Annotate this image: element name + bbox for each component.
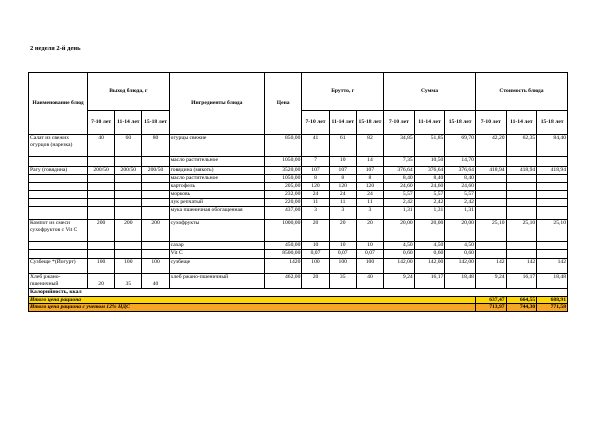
yield-cell: 200/50	[87, 167, 114, 175]
yield-cell	[115, 250, 142, 259]
table-row	[29, 207, 568, 220]
gross-cell: 20	[302, 274, 329, 289]
sum-cell: 2,42	[414, 199, 445, 207]
sum-cell: 376,64	[445, 167, 476, 175]
price-cell: 232,00	[264, 191, 301, 199]
price-cell: 437,00	[264, 207, 301, 220]
gross-cell: 8	[356, 175, 383, 183]
age-header: 11-14 лет	[414, 111, 445, 135]
cost-cell: 418,94	[475, 167, 506, 175]
page-title: 2 неделя 2-й день	[30, 45, 81, 52]
dish-name-cell	[29, 250, 88, 259]
yield-cell	[87, 207, 114, 220]
price-cell: 3520,00	[264, 167, 301, 175]
gross-cell: 107	[302, 167, 329, 175]
sum-cell: 0,60	[445, 250, 476, 259]
dish-name-cell	[29, 207, 88, 220]
sum-cell: 7,35	[384, 157, 415, 167]
yield-cell	[142, 157, 169, 167]
yield-cell: 20	[87, 274, 114, 289]
yield-cell	[115, 157, 142, 167]
dish-name-cell	[29, 175, 88, 183]
sum-cell: 142,00	[414, 259, 445, 274]
yield-cell	[142, 199, 169, 207]
gross-cell: 14	[356, 157, 383, 167]
sum-cell: 5,57	[384, 191, 415, 199]
yield-cell: 100	[142, 259, 169, 274]
sum-cell: 14,70	[445, 157, 476, 167]
sum-cell: 69,70	[445, 135, 476, 157]
table-row	[29, 220, 568, 242]
total-cell: 688,91	[537, 296, 568, 304]
sum-cell: 2,42	[445, 199, 476, 207]
dish-name-cell: Компот из смеси сухофруктов с Vit C	[29, 220, 88, 242]
yield-cell	[115, 199, 142, 207]
gross-cell: 10	[329, 242, 356, 250]
total-vat-cell: 771,58	[537, 304, 568, 312]
cost-cell	[475, 175, 506, 183]
cost-cell	[475, 242, 506, 250]
gross-cell: 8	[302, 175, 329, 183]
yield-cell: 200	[87, 220, 114, 242]
age-header: 15-18 лет	[356, 111, 383, 135]
price-cell: 1050,00	[264, 157, 301, 167]
yield-cell: 200/50	[115, 167, 142, 175]
sum-cell: 24,60	[445, 183, 476, 191]
sum-cell: 1,31	[384, 207, 415, 220]
age-header: 15-18 лет	[142, 111, 169, 135]
sum-cell: 4,50	[414, 242, 445, 250]
price-cell: 8500,00	[264, 250, 301, 259]
sum-cell: 34,85	[384, 135, 415, 157]
ingredient-cell: огурцы свежие	[169, 135, 264, 157]
sum-cell: 142,00	[384, 259, 415, 274]
ingredient-cell: хлеб ржано-пшеничный	[169, 274, 264, 289]
yield-cell	[142, 242, 169, 250]
table-row	[29, 242, 568, 250]
sum-cell: 0,60	[384, 250, 415, 259]
gross-cell: 10	[329, 157, 356, 167]
gross-cell: 24	[356, 191, 383, 199]
yield-cell	[142, 175, 169, 183]
gross-cell: 82	[356, 135, 383, 157]
cost-cell	[506, 250, 537, 259]
age-header: 11-14 лет	[329, 111, 356, 135]
gross-cell: 100	[302, 259, 329, 274]
gross-cell: 24	[302, 191, 329, 199]
total-vat-cell: 744,30	[506, 304, 537, 312]
sum-cell: 16,17	[414, 274, 445, 289]
gross-cell: 7	[302, 157, 329, 167]
gross-cell: 120	[356, 183, 383, 191]
cost-cell	[475, 250, 506, 259]
cost-cell	[537, 199, 568, 207]
cost-cell	[475, 183, 506, 191]
ingredient-cell: сухофрукты	[169, 220, 264, 242]
table-row	[29, 167, 568, 175]
yield-cell	[87, 183, 114, 191]
sum-cell: 24,60	[414, 183, 445, 191]
header-cost: Стоимость блюда	[475, 73, 567, 111]
sum-cell: 8,40	[445, 175, 476, 183]
gross-cell: 61	[329, 135, 356, 157]
sum-cell: 1,31	[414, 207, 445, 220]
cost-cell: 142	[537, 259, 568, 274]
yield-cell: 100	[115, 259, 142, 274]
yield-cell	[115, 191, 142, 199]
gross-cell: 120	[329, 183, 356, 191]
sum-cell: 20,00	[445, 220, 476, 242]
table-row	[29, 199, 568, 207]
yield-cell: 80	[142, 135, 169, 157]
age-header: 11-14 лет	[115, 111, 142, 135]
cost-cell	[475, 191, 506, 199]
gross-cell: 107	[329, 167, 356, 175]
sum-cell: 24,60	[384, 183, 415, 191]
sum-cell: 10,50	[414, 157, 445, 167]
dish-name-cell: Хлеб ржано-пшеничный	[29, 274, 88, 289]
age-header: 7-10 лет	[475, 111, 506, 135]
cost-cell: 62,35	[506, 135, 537, 157]
header-sum: Сумма	[384, 73, 476, 111]
cost-cell: 142	[475, 259, 506, 274]
sum-cell: 20,00	[414, 220, 445, 242]
sum-cell: 18,48	[445, 274, 476, 289]
dish-name-cell	[29, 183, 88, 191]
sum-cell: 8,40	[384, 175, 415, 183]
ingredient-cell: сахар	[169, 242, 264, 250]
yield-cell	[142, 207, 169, 220]
dish-name-cell	[29, 191, 88, 199]
price-cell: 220,00	[264, 199, 301, 207]
gross-cell: 11	[329, 199, 356, 207]
sum-cell: 2,42	[384, 199, 415, 207]
yield-cell: 200	[142, 220, 169, 242]
gross-cell: 35	[329, 274, 356, 289]
yield-cell: 100	[87, 259, 114, 274]
ingredient-cell: мука пшеничная обогащенная	[169, 207, 264, 220]
total-row	[29, 296, 568, 304]
gross-cell: 0,07	[302, 250, 329, 259]
table-row	[29, 250, 568, 259]
age-header: 7-10 лет	[302, 111, 329, 135]
age-header: 11-14 лет	[506, 111, 537, 135]
table-row	[29, 175, 568, 183]
cost-cell: 25,10	[506, 220, 537, 242]
ingredient-cell: картофель	[169, 183, 264, 191]
table-row	[29, 135, 568, 157]
cost-cell	[537, 242, 568, 250]
sum-cell: 9,24	[384, 274, 415, 289]
gross-cell: 3	[356, 207, 383, 220]
cost-cell	[506, 157, 537, 167]
age-header: 7-10 лет	[384, 111, 415, 135]
total-vat-label: Итого цена рациона с учетом 12% НДС	[29, 304, 476, 312]
cost-cell	[506, 183, 537, 191]
sum-cell: 20,00	[384, 220, 415, 242]
gross-cell: 10	[302, 242, 329, 250]
gross-cell: 100	[329, 259, 356, 274]
gross-cell: 11	[302, 199, 329, 207]
cost-cell: 418,94	[506, 167, 537, 175]
yield-cell	[142, 191, 169, 199]
cost-cell	[506, 175, 537, 183]
cost-cell	[537, 175, 568, 183]
table-row	[29, 191, 568, 199]
gross-cell: 100	[356, 259, 383, 274]
header-name: Наименование блюд	[29, 73, 88, 135]
calories-label: Калорийность, ккал	[29, 289, 568, 297]
yield-cell	[87, 157, 114, 167]
dish-name-cell	[29, 157, 88, 167]
price-cell: 1000,00	[264, 220, 301, 242]
ingredient-cell: лук репчатый	[169, 199, 264, 207]
sum-cell: 4,50	[384, 242, 415, 250]
yield-cell: 60	[115, 135, 142, 157]
cost-cell: 418,94	[537, 167, 568, 175]
menu-cost-table	[28, 72, 568, 312]
header-price: Цена	[264, 73, 301, 135]
yield-cell	[115, 242, 142, 250]
sum-cell: 4,50	[445, 242, 476, 250]
gross-cell: 10	[356, 242, 383, 250]
sum-cell: 142,00	[445, 259, 476, 274]
yield-cell	[115, 183, 142, 191]
cost-cell	[475, 207, 506, 220]
yield-cell	[115, 175, 142, 183]
age-header: 7-10 лет	[87, 111, 114, 135]
cost-cell	[537, 157, 568, 167]
price-cell: 205,00	[264, 183, 301, 191]
gross-cell: 3	[329, 207, 356, 220]
gross-cell: 20	[356, 220, 383, 242]
price-cell: 1420	[264, 259, 301, 274]
yield-cell: 40	[142, 274, 169, 289]
dish-name-cell	[29, 242, 88, 250]
sum-cell: 51,85	[414, 135, 445, 157]
sum-cell: 0,60	[414, 250, 445, 259]
table-row	[29, 157, 568, 167]
gross-cell: 41	[302, 135, 329, 157]
table-row	[29, 274, 568, 289]
total-cell: 664,55	[506, 296, 537, 304]
table-row	[29, 259, 568, 274]
cost-cell: 84,40	[537, 135, 568, 157]
ingredient-cell: Vit C	[169, 250, 264, 259]
yield-cell	[87, 199, 114, 207]
yield-cell: 35	[115, 274, 142, 289]
age-header: 15-18 лет	[445, 111, 476, 135]
gross-cell: 40	[356, 274, 383, 289]
sum-cell: 1,31	[445, 207, 476, 220]
cost-cell: 18,48	[537, 274, 568, 289]
gross-cell: 3	[302, 207, 329, 220]
total-vat-cell: 713,97	[475, 304, 506, 312]
cost-cell	[506, 191, 537, 199]
gross-cell: 120	[302, 183, 329, 191]
cost-cell	[537, 183, 568, 191]
sum-cell: 5,57	[445, 191, 476, 199]
age-header: 15-18 лет	[537, 111, 568, 135]
cost-cell	[506, 242, 537, 250]
sum-cell: 8,40	[414, 175, 445, 183]
price-cell: 450,00	[264, 242, 301, 250]
gross-cell: 0,07	[329, 250, 356, 259]
price-cell: 1050,00	[264, 175, 301, 183]
header-gross: Брутто, г	[302, 73, 384, 111]
ingredient-cell: сузбеще	[169, 259, 264, 274]
cost-cell	[537, 250, 568, 259]
yield-cell: 200	[115, 220, 142, 242]
cost-cell	[506, 207, 537, 220]
header-ingredients: Ингредиенты блюда	[169, 73, 264, 135]
yield-cell	[142, 183, 169, 191]
price-cell: 462,00	[264, 274, 301, 289]
dish-name-cell	[29, 199, 88, 207]
gross-cell: 11	[356, 199, 383, 207]
cost-cell: 42,20	[475, 135, 506, 157]
ingredient-cell: масло растительное	[169, 175, 264, 183]
ingredient-cell: масло растительное	[169, 157, 264, 167]
ingredient-cell: говядина (мякоть)	[169, 167, 264, 175]
cost-cell	[475, 157, 506, 167]
cost-cell: 25,10	[537, 220, 568, 242]
cost-cell: 16,17	[506, 274, 537, 289]
cost-cell: 25,10	[475, 220, 506, 242]
dish-name-cell: Рагу (говядина)	[29, 167, 88, 175]
dish-name-cell: Салат из свежих огурцов (нарезка)	[29, 135, 88, 157]
yield-cell	[87, 242, 114, 250]
total-label: Итого цена рациона	[29, 296, 476, 304]
yield-cell	[87, 175, 114, 183]
gross-cell: 8	[329, 175, 356, 183]
cost-cell	[537, 207, 568, 220]
yield-cell	[115, 207, 142, 220]
sum-cell: 376,64	[384, 167, 415, 175]
cost-cell: 9,24	[475, 274, 506, 289]
yield-cell	[87, 250, 114, 259]
sum-cell: 376,64	[414, 167, 445, 175]
total-vat-row	[29, 304, 568, 312]
cost-cell	[506, 199, 537, 207]
yield-cell	[87, 191, 114, 199]
gross-cell: 0,07	[356, 250, 383, 259]
total-cell: 637,47	[475, 296, 506, 304]
yield-cell	[142, 250, 169, 259]
gross-cell: 24	[329, 191, 356, 199]
gross-cell: 20	[329, 220, 356, 242]
ingredient-cell: морковь	[169, 191, 264, 199]
gross-cell: 20	[302, 220, 329, 242]
dish-name-cell: Сузбеще *(Йогурт)	[29, 259, 88, 274]
header-yield: Выход блюда, г	[87, 73, 169, 111]
table-row	[29, 183, 568, 191]
cost-cell	[537, 191, 568, 199]
price-cell: 850,00	[264, 135, 301, 157]
yield-cell: 40	[87, 135, 114, 157]
cost-cell	[475, 199, 506, 207]
cost-cell: 142	[506, 259, 537, 274]
yield-cell: 200/50	[142, 167, 169, 175]
gross-cell: 107	[356, 167, 383, 175]
sum-cell: 5,57	[414, 191, 445, 199]
